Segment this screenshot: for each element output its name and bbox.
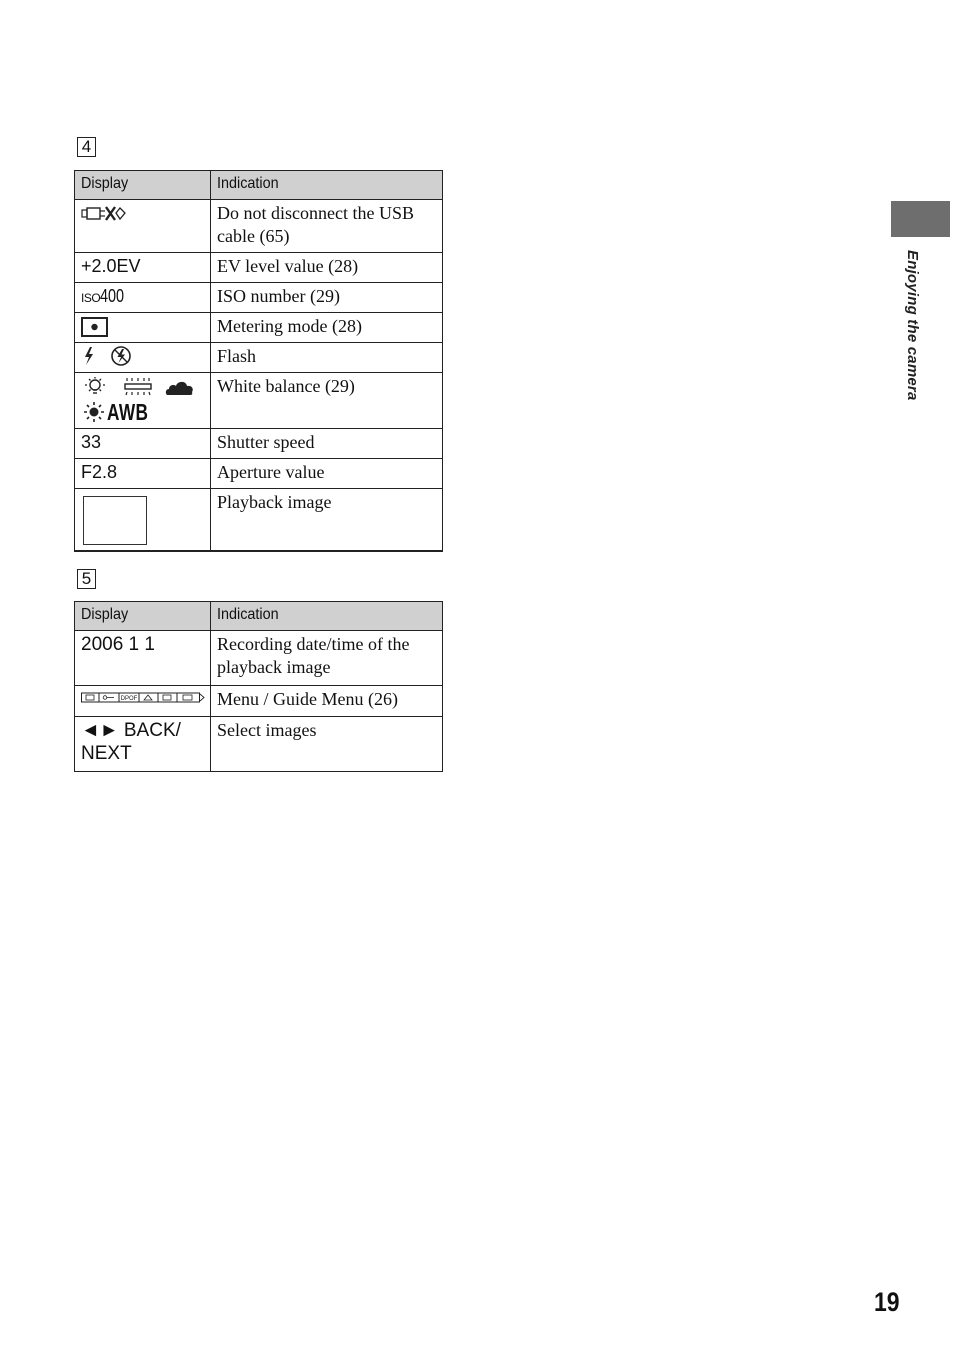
table-row <box>75 283 443 313</box>
table-header-row <box>75 171 443 200</box>
flash-icon <box>81 345 97 367</box>
header-indication: Indication <box>211 602 443 631</box>
display-cell: 33 <box>75 429 211 459</box>
display-table-4 <box>74 170 443 552</box>
select-nav-label: ◄► BACK/ <box>81 720 181 741</box>
menu-bar-icon <box>81 692 205 704</box>
awb-label: AWB <box>107 399 149 425</box>
header-display: Display <box>75 602 211 631</box>
indication-cell: EV level value (28) <box>211 253 443 283</box>
indication-cell: Select images <box>211 717 443 772</box>
display-cell <box>75 343 211 373</box>
iso-label: ISO <box>81 291 101 305</box>
indication-cell: Metering mode (28) <box>211 313 443 343</box>
flash-off-icon <box>110 345 134 367</box>
table-row <box>75 489 443 551</box>
table-row <box>75 343 443 373</box>
playback-image-box <box>83 496 147 545</box>
menu-dpof-label: DPOF <box>120 696 138 702</box>
side-tab-marker <box>891 201 950 237</box>
display-cell <box>75 200 211 253</box>
display-cell <box>75 717 211 772</box>
display-table-5 <box>74 601 443 772</box>
spot-metering-icon <box>81 316 109 338</box>
indication-cell: Flash <box>211 343 443 373</box>
table-row <box>75 373 443 429</box>
side-tab-label: Enjoying the camera <box>904 250 921 401</box>
header-indication: Indication <box>211 171 443 200</box>
table-header-row <box>75 602 443 631</box>
display-cell: 2006 1 1 <box>75 631 211 686</box>
table-row <box>75 200 443 253</box>
table-row <box>75 717 443 772</box>
table-row <box>75 686 443 717</box>
display-cell <box>75 489 211 551</box>
table-row <box>75 429 443 459</box>
display-cell: +2.0EV <box>75 253 211 283</box>
section-number-5: 5 <box>77 569 96 589</box>
display-cell <box>75 313 211 343</box>
display-cell: F2.8 <box>75 459 211 489</box>
fluorescent-icon <box>122 376 154 398</box>
table-row <box>75 459 443 489</box>
display-cell <box>75 373 211 429</box>
display-cell <box>75 686 211 717</box>
header-display: Display <box>75 171 211 200</box>
indication-cell: Shutter speed <box>211 429 443 459</box>
select-nav-label-next: NEXT <box>81 743 132 764</box>
display-cell <box>75 283 211 313</box>
table-row <box>75 253 443 283</box>
daylight-icon <box>81 400 107 424</box>
indication-cell: ISO number (29) <box>211 283 443 313</box>
incandescent-icon <box>81 376 109 398</box>
page-number: 19 <box>874 1287 900 1317</box>
usb-disconnect-icon <box>81 203 127 225</box>
table-row <box>75 313 443 343</box>
iso-value: 400 <box>100 286 125 306</box>
indication-cell: Aperture value <box>211 459 443 489</box>
indication-cell: Recording date/time of the playback image <box>211 631 443 686</box>
indication-cell: Menu / Guide Menu (26) <box>211 686 443 717</box>
cloudy-icon <box>164 376 196 398</box>
indication-cell: Playback image <box>211 489 443 551</box>
indication-cell: Do not disconnect the USB cable (65) <box>211 200 443 253</box>
indication-cell: White balance (29) <box>211 373 443 429</box>
section-number-4: 4 <box>77 137 96 157</box>
table-row <box>75 631 443 686</box>
